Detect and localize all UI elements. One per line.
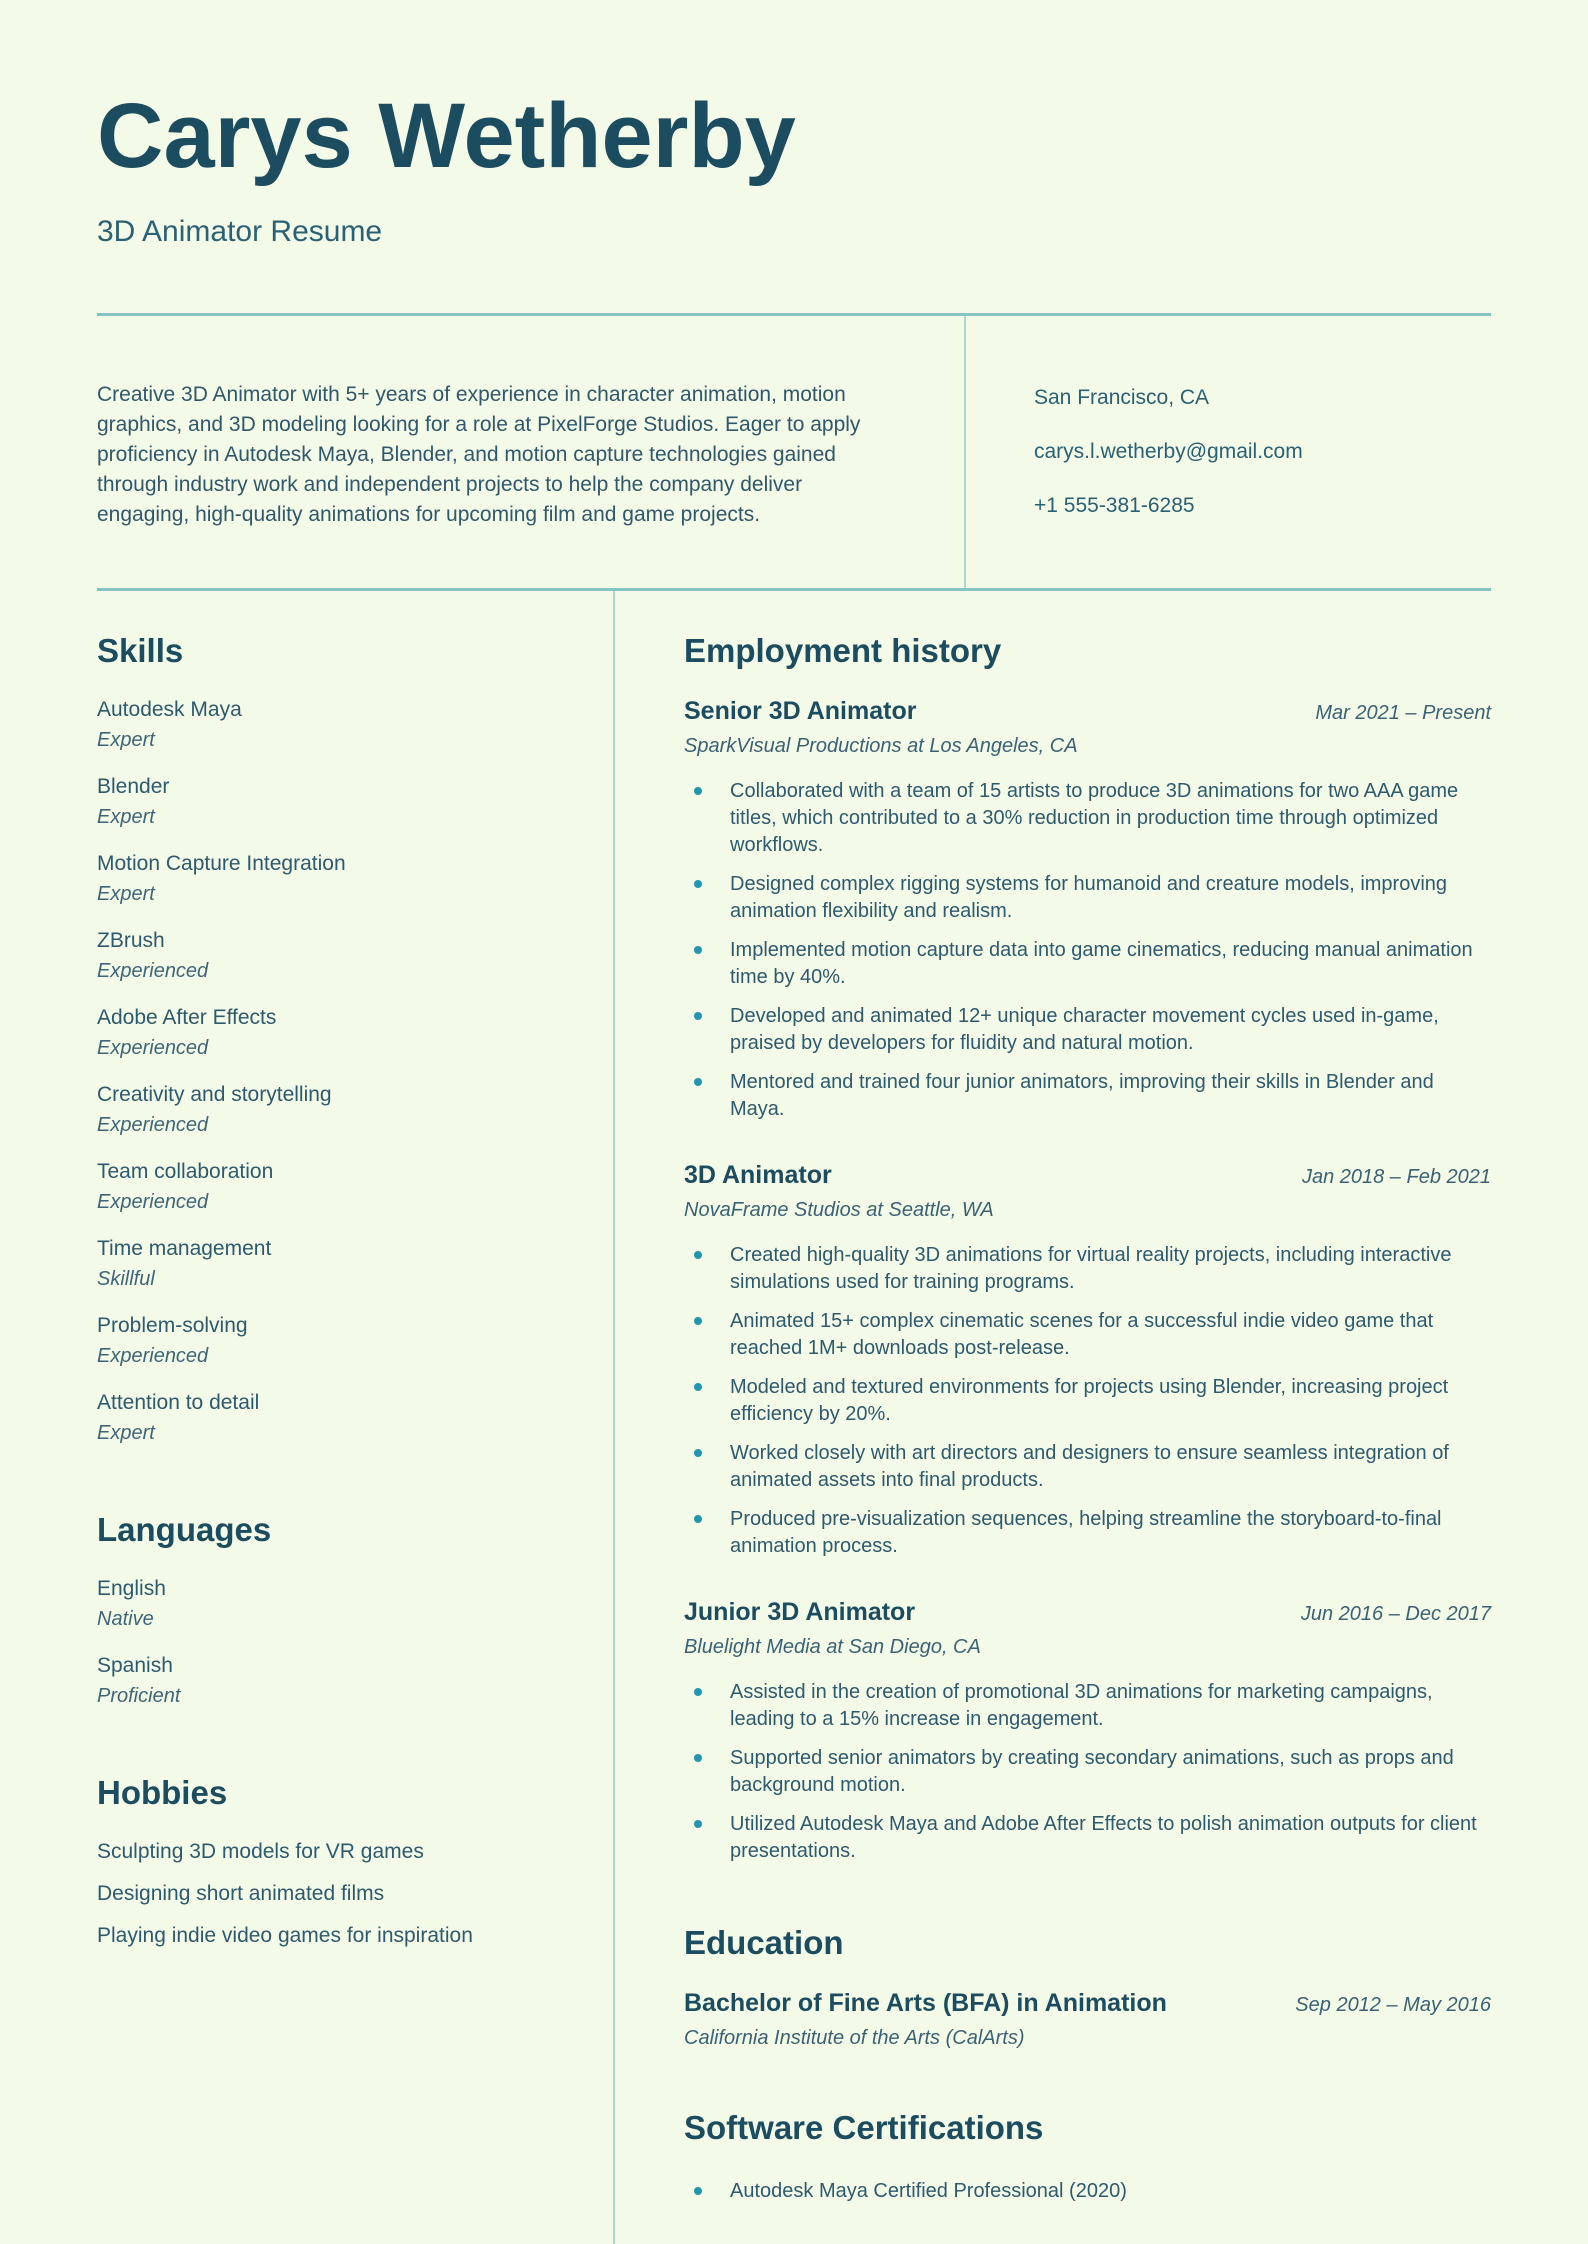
bullet-text: Animated 15+ complex cinematic scenes for a successful indie video game that reached 1M+ downloads post-release. [730,1309,1434,1359]
skill-item-name: Problem-solving [97,1313,248,1337]
skill-item [97,1157,551,1217]
skill-item-level: Experienced [97,1113,209,1136]
skill-item-level: Experienced [97,1190,209,1213]
bullet-item [684,2178,1491,2205]
skill-item [97,772,551,832]
page-subtitle: 3D Animator Resume [97,214,383,248]
bullet-dot-icon [694,1383,702,1391]
bullet-item [684,1440,1491,1494]
sidebar-column [97,591,615,2244]
bullet-item [684,1374,1491,1428]
contact-email: carys.l.wetherby@gmail.com [1034,439,1303,463]
contact-location: San Francisco, CA [1034,385,1210,409]
skills-heading: Skills [97,631,184,669]
skill-item [97,926,551,986]
skill-item-name: Team collaboration [97,1159,274,1183]
bullet-dot-icon [694,2187,702,2195]
skills-list [97,695,551,1448]
skill-item-level: Experienced [97,1344,209,1367]
bullet-text: Developed and animated 12+ unique character movement cycles used in-game, praised by developers for fluidity and natural motion. [730,1004,1439,1054]
bullet-text: Mentored and trained four junior animators, improving their skills in Blender and Maya. [730,1070,1434,1120]
bullet-dot-icon [694,1449,702,1457]
bullet-dot-icon [694,1688,702,1696]
skill-item-level: Expert [97,882,155,905]
main-columns [97,591,1491,2244]
language-item-name: English [97,1576,166,1600]
languages-section [97,1510,551,1711]
bullet-dot-icon [694,1515,702,1523]
job-bullets [684,778,1491,1123]
job-company: NovaFrame Studios at Seattle, WA [684,1198,994,1221]
bullet-dot-icon [694,880,702,888]
skill-item-name: Motion Capture Integration [97,851,346,875]
degree-title: Bachelor of Fine Arts (BFA) in Animation [684,1988,1167,2017]
skill-item-level: Expert [97,1421,155,1444]
education-heading: Education [684,1923,844,1961]
skill-item [97,1388,551,1448]
skill-item-level: Experienced [97,959,209,982]
skill-item [97,849,551,909]
bullet-dot-icon [694,1251,702,1259]
languages-heading: Languages [97,1510,272,1548]
skill-item-level: Expert [97,728,155,751]
language-item [97,1574,551,1634]
education-entry-header [684,1987,1491,2019]
language-item [97,1651,551,1711]
education-school: California Institute of the Arts (CalArts) [684,2026,1025,2049]
hobbies-section [97,1773,551,1951]
language-item-level: Proficient [97,1684,181,1707]
skill-item-name: Attention to detail [97,1390,260,1414]
bullet-item [684,1506,1491,1560]
skill-item-name: Blender [97,774,170,798]
job-bullets [684,1242,1491,1560]
contact-block [966,316,1303,588]
employment-heading: Employment history [684,631,1002,669]
skill-item [97,695,551,755]
bullet-item [684,778,1491,859]
bullet-item [684,937,1491,991]
bullet-text: Designed complex rigging systems for humanoid and creature models, improving animation flexibility and realism. [730,872,1448,922]
bullet-text: Modeled and textured environments for projects using Blender, increasing project efficiency by 20%. [730,1375,1449,1425]
content-column [615,591,1491,2244]
hobby-item: Designing short animated films [97,1881,385,1905]
bullet-dot-icon [694,787,702,795]
bullet-item [684,871,1491,925]
job-entry [684,1596,1491,1865]
bullet-item [684,1069,1491,1123]
skill-item [97,1003,551,1063]
skill-item-name: Creativity and storytelling [97,1082,332,1106]
education-dates: Sep 2012 – May 2016 [1295,1993,1491,2016]
bullet-dot-icon [694,1820,702,1828]
bullet-dot-icon [694,946,702,954]
skill-item-name: Adobe After Effects [97,1005,277,1029]
language-item-name: Spanish [97,1653,173,1677]
bullet-text: Collaborated with a team of 15 artists to produce 3D animations for two AAA game titles, which contributed to a 30% reduction in production time through optimized workflows. [730,779,1459,856]
hobbies-list [97,1837,551,1951]
employment-section [684,631,1491,1865]
language-item-level: Native [97,1607,154,1630]
summary-cell [97,316,966,588]
job-title: Junior 3D Animator [684,1597,916,1626]
job-bullets [684,1679,1491,1865]
bullet-item [684,1308,1491,1362]
education-entry [684,1987,1491,2050]
bullet-item [684,1679,1491,1733]
skill-item-level: Experienced [97,1036,209,1059]
resume-header [97,0,1491,249]
skills-section [97,631,551,1448]
page-title: Carys Wetherby [97,85,796,187]
hobby-item: Playing indie video games for inspiration [97,1923,473,1947]
contact-phone: +1 555-381-6285 [1034,493,1195,517]
bullet-text: Created high-quality 3D animations for virtual reality projects, including interactive simulations used for training programs. [730,1243,1452,1293]
job-entry [684,695,1491,1123]
jobs-list [684,695,1491,1865]
bullet-text: Worked closely with art directors and designers to ensure seamless integration of animated assets into final products. [730,1441,1449,1491]
bullet-item [684,1811,1491,1865]
job-dates: Mar 2021 – Present [1315,701,1491,724]
skill-item-name: Autodesk Maya [97,697,242,721]
skill-item [97,1311,551,1371]
skill-item-level: Skillful [97,1267,155,1290]
bullet-text: Assisted in the creation of promotional 3D animations for marketing campaigns, leading to a 15% increase in engagement. [730,1680,1433,1730]
bullet-item [684,1242,1491,1296]
certifications-heading: Software Certifications [684,2108,1044,2146]
languages-list [97,1574,551,1711]
skill-item-name: Time management [97,1236,272,1260]
certifications-section [684,2108,1491,2205]
bullet-dot-icon [694,1012,702,1020]
bullet-dot-icon [694,1754,702,1762]
job-entry-header [684,1596,1491,1628]
bullet-dot-icon [694,1078,702,1086]
summary-section [97,316,1491,588]
bullet-text: Implemented motion capture data into game cinematics, reducing manual animation time by 40%. [730,938,1473,988]
job-title: 3D Animator [684,1160,832,1189]
hobby-item: Sculpting 3D models for VR games [97,1839,424,1863]
skill-item-level: Expert [97,805,155,828]
skill-item-name: ZBrush [97,928,165,952]
bullet-item [684,1003,1491,1057]
hobbies-heading: Hobbies [97,1773,228,1811]
job-entry [684,1159,1491,1560]
job-entry-header [684,1159,1491,1191]
bullet-item [684,1745,1491,1799]
job-title: Senior 3D Animator [684,696,917,725]
bullet-text: Supported senior animators by creating secondary animations, such as props and background motion. [730,1746,1454,1796]
job-company: SparkVisual Productions at Los Angeles, CA [684,734,1078,757]
skill-item [97,1234,551,1294]
bullet-text: Produced pre-visualization sequences, helping streamline the storyboard-to-final animation process. [730,1507,1442,1557]
job-dates: Jun 2016 – Dec 2017 [1300,1602,1491,1625]
job-dates: Jan 2018 – Feb 2021 [1301,1165,1491,1188]
education-section [684,1923,1491,2050]
job-company: Bluelight Media at San Diego, CA [684,1635,981,1658]
job-entry-header [684,695,1491,727]
bullet-text: Utilized Autodesk Maya and Adobe After Effects to polish animation outputs for client presentations. [730,1812,1477,1862]
skill-item [97,1080,551,1140]
certifications-list [684,2178,1491,2205]
bullet-text: Autodesk Maya Certified Professional (2020) [730,2179,1127,2202]
summary-text: Creative 3D Animator with 5+ years of experience in character animation, motion graphics, and 3D modeling looking for a role at PixelForge Studios. Eager to apply proficiency in Autodesk Maya, Blender, and motion capture technologies gained through industry work and independent projects to help the company deliver engaging, high-quality animations for upcoming film and game projects. [97,382,861,526]
bullet-dot-icon [694,1317,702,1325]
